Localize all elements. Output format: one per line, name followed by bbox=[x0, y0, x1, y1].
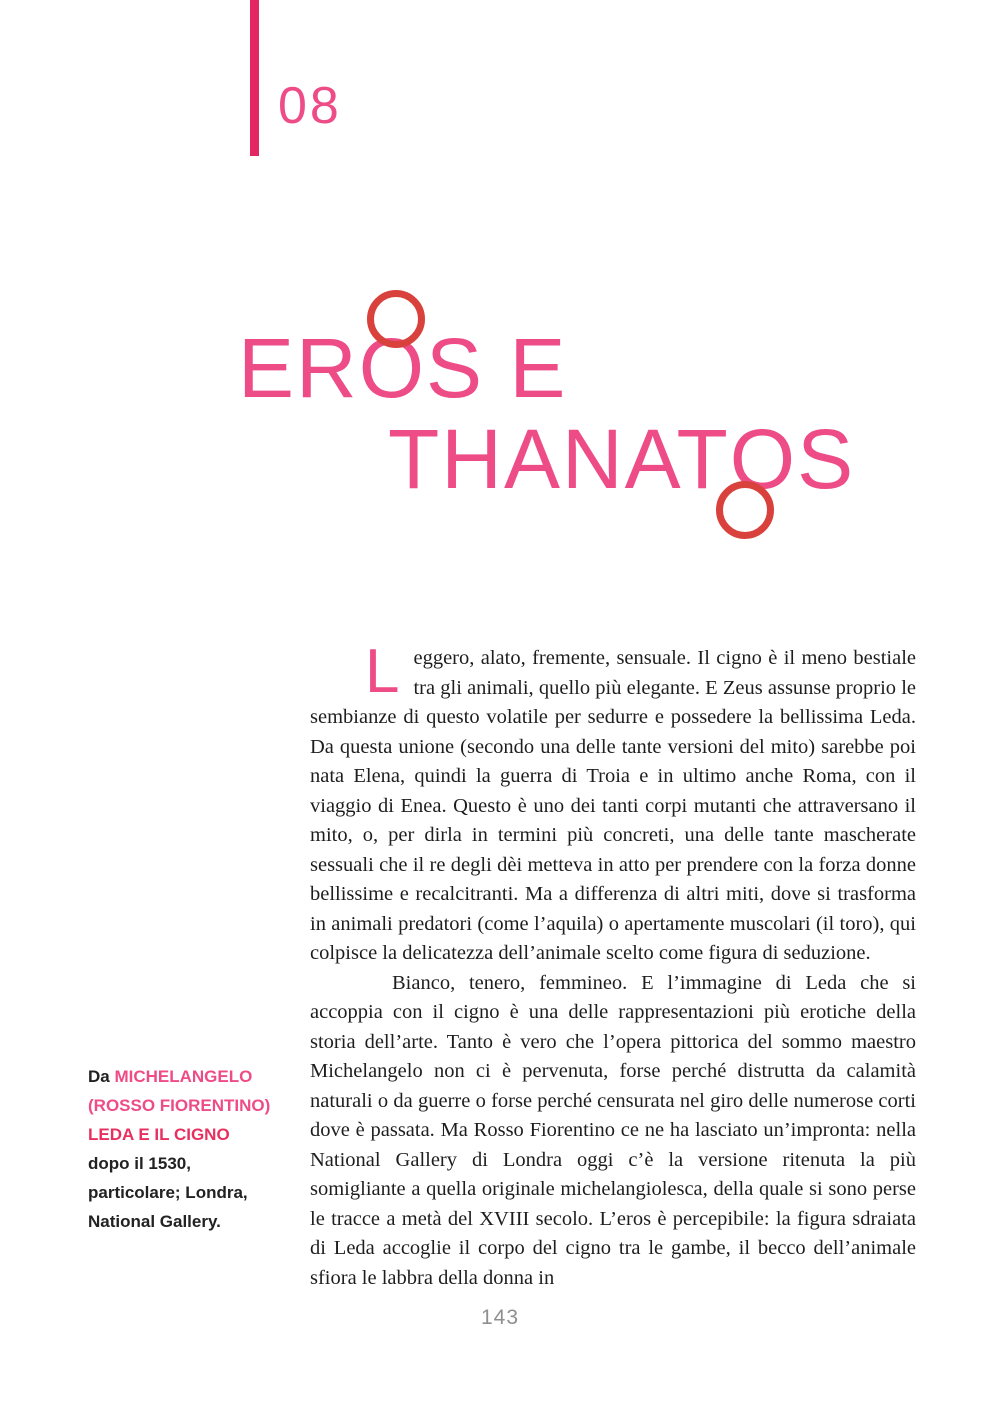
caption-details: dopo il 1530, particolare; Londra, National Gallery. bbox=[88, 1154, 248, 1231]
title-text: THANAT bbox=[388, 412, 730, 506]
title-text: ER bbox=[238, 321, 359, 415]
paragraph-1 bbox=[310, 637, 916, 969]
artwork-caption bbox=[88, 1062, 280, 1236]
paragraph-1-text: eggero, alato, fremente, sensuale. Il cigno è il meno bestiale tra gli animali, quello più elegante. E Zeus assunse proprio le sembianze di questo volatile per sedurre e possedere la bellissima Leda. Da questa unione (secondo una delle tante versioni del mito) sarebbe poi nata Elena, quindi la guerra di Troia e in ultimo anche Roma, con il viaggio di Enea. Questo è uno dei tanti corpi mutanti che attraversano il mito, o, per dirla in termini più concreti, una delle tante mascherate sessuali che il re degli dèi metteva in atto per prendere con la forza donne bellissime e recalcitranti. Ma a differenza di altri miti, dove si trasforma in animali predatori (come l’aquila) o apertamente muscolari (il toro), qui colpisce la delicatezza dell’animale scelto come figura di seduzione. bbox=[310, 647, 916, 964]
body-text-column bbox=[310, 637, 916, 1293]
title-o-group bbox=[358, 321, 427, 415]
title-text: S bbox=[797, 412, 856, 506]
title-text: S E bbox=[426, 321, 568, 415]
page-number: 143 bbox=[480, 1306, 520, 1329]
drop-cap: L bbox=[365, 637, 400, 706]
chapter-accent-bar bbox=[250, 0, 259, 156]
red-ring-icon bbox=[716, 481, 774, 539]
title-line-1 bbox=[238, 321, 855, 415]
caption-prefix: Da bbox=[88, 1067, 115, 1086]
title-o-letter: O bbox=[358, 321, 427, 415]
paragraph-2: Bianco, tenero, femmineo. E l’immagine di Leda che si accoppia con il cigno è una delle rappresentazioni più erotiche della storia dell’arte. Tanto è vero che l’opera pittorica del sommo maestro Michelangelo non ci è pervenuta, forse perché distrutta da calamità naturali o da guerre o forse perché censurata nel giro delle numerose corti dove è passata. Ma Rosso Fiorentino ce ne ha lasciato un’impronta: nella National Gallery di Londra oggi c’è la versione ritenuta la più somigliante a quella originale michelangiolesca, della quale si sono perse le tracce a metà del XVIII secolo. L’eros è percepibile: la figura sdraiata di Leda accoglie il corpo del cigno tra le gambe, il becco dell’animale sfiora le labbra della donna in bbox=[310, 971, 916, 1289]
title-o-group bbox=[729, 412, 798, 506]
caption-artist-line bbox=[88, 1062, 280, 1120]
title-o-letter: O bbox=[729, 412, 798, 506]
caption-work-title: LEDA E IL CIGNO bbox=[88, 1125, 230, 1144]
title-line-2 bbox=[388, 412, 856, 506]
chapter-title bbox=[238, 321, 856, 506]
chapter-number: 08 bbox=[278, 77, 342, 135]
red-ring-icon bbox=[367, 290, 425, 348]
caption-artist: MICHELANGELO (ROSSO FIORENTINO) bbox=[88, 1067, 271, 1115]
